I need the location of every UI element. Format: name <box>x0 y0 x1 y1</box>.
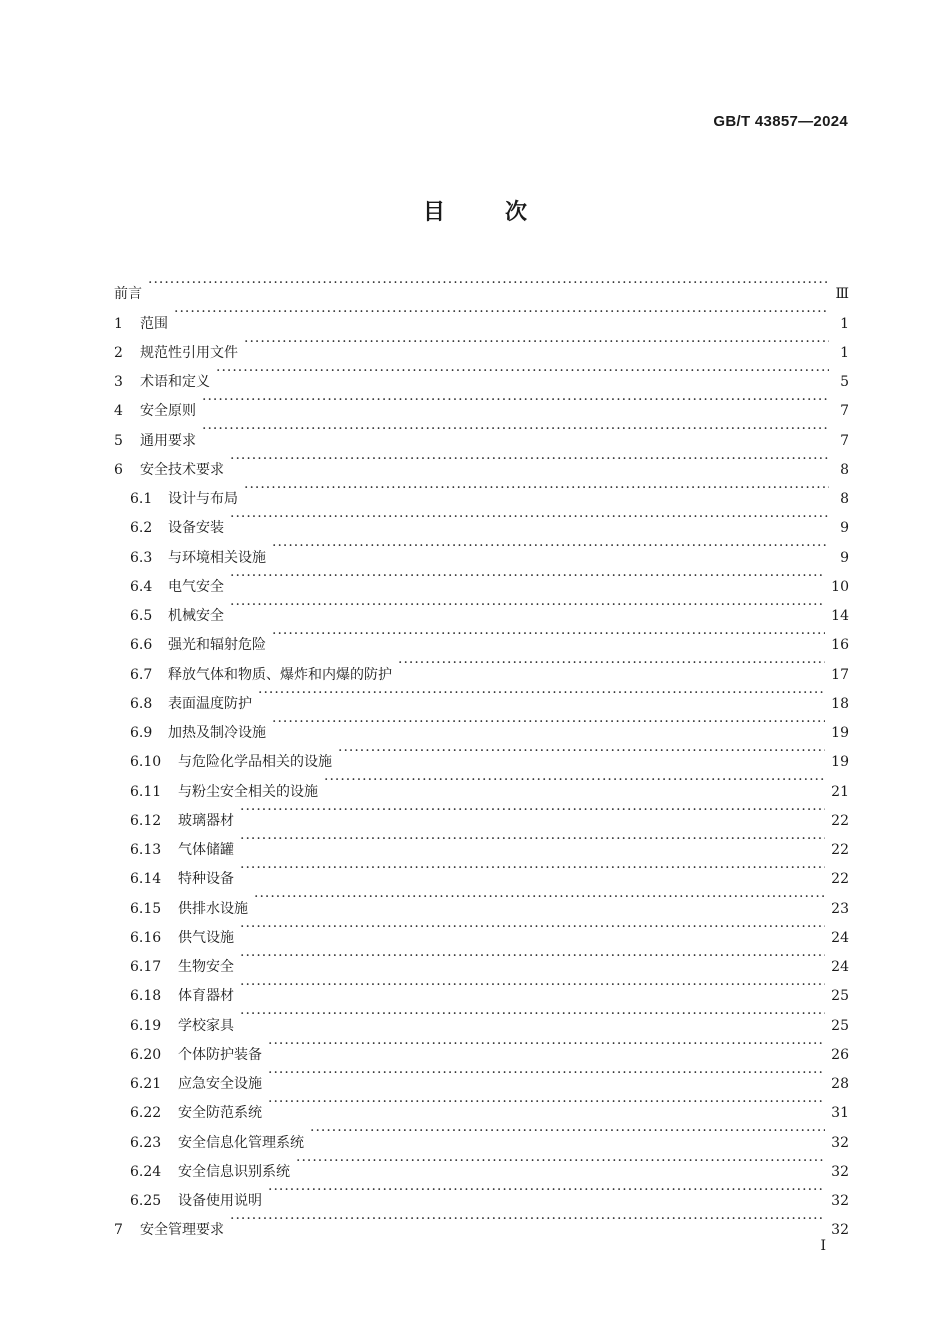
toc-entry-page: 17 <box>831 666 849 683</box>
toc-dot-leader <box>240 854 825 883</box>
toc-dot-leader <box>174 298 829 327</box>
toc-entry-page: 24 <box>831 959 849 975</box>
toc-entry-label: 安全原则 <box>140 403 196 420</box>
toc-dot-leader <box>272 532 829 561</box>
toc-entry-label: 机械安全 <box>168 608 224 624</box>
toc-entry-label: 设备安装 <box>168 520 224 537</box>
toc-entry-page: 16 <box>831 637 849 654</box>
toc-entry-label: 学校家具 <box>178 1017 234 1034</box>
toc-entry-number: 3 <box>114 374 123 390</box>
toc-entry-number: 6 <box>114 461 123 478</box>
toc-entry-label: 电气安全 <box>168 578 224 595</box>
toc-entry-number: 6.11 <box>130 783 162 800</box>
toc-dot-leader <box>296 1147 825 1176</box>
toc-entry-label: 表面温度防护 <box>168 695 252 712</box>
toc-entry-label: 玻璃器材 <box>178 812 234 829</box>
toc-entry-number: 6.5 <box>130 608 153 624</box>
toc-entry-number: 6.16 <box>130 929 162 946</box>
toc-entry-label: 通用要求 <box>140 432 196 449</box>
toc-entry-page: 32 <box>831 1134 849 1151</box>
toc-dot-leader <box>216 357 829 386</box>
toc-entry-number: 6.25 <box>130 1193 162 1209</box>
toc-entry-number: 6.17 <box>130 959 162 975</box>
toc-entry-label: 特种设备 <box>178 871 234 888</box>
toc-entry-label: 供气设施 <box>178 929 234 946</box>
toc-entry-page: 9 <box>840 549 849 566</box>
toc-entry-page: 8 <box>840 491 849 507</box>
toc-entry-page: 22 <box>831 871 849 888</box>
toc-entry-number: 6.1 <box>130 491 153 507</box>
toc-entry-number: 6.20 <box>130 1046 162 1063</box>
toc-entry-number: 7 <box>114 1222 123 1239</box>
toc-entry-page: 19 <box>831 754 849 771</box>
toc-entry-number: 6.23 <box>130 1134 162 1151</box>
toc-entry[interactable] <box>114 445 849 478</box>
toc-entry-number: 6.22 <box>130 1105 162 1122</box>
toc-entry-label: 安全防范系统 <box>178 1105 262 1122</box>
toc-entry-label: 设备使用说明 <box>178 1193 262 1209</box>
toc-entry-label: 个体防护装备 <box>178 1046 262 1063</box>
toc-entry-page: 7 <box>840 403 849 420</box>
toc-dot-leader <box>148 269 829 298</box>
toc-entry-label: 前言 <box>114 286 142 303</box>
toc-entry-label: 供排水设施 <box>178 900 248 917</box>
toc-dot-leader <box>338 737 825 766</box>
toc-dot-leader <box>268 1059 825 1088</box>
toc-dot-leader <box>254 883 825 912</box>
toc-entry-label: 与粉尘安全相关的设施 <box>178 783 318 800</box>
toc-entry-page: 25 <box>831 1017 849 1034</box>
toc-entry-page: 28 <box>831 1076 849 1092</box>
toc-entry[interactable] <box>114 298 849 332</box>
toc-entry-page: 14 <box>831 608 849 624</box>
toc-entry-page: 21 <box>831 783 849 800</box>
toc-dot-leader <box>240 825 825 854</box>
toc-entry-number: 6.3 <box>130 549 153 566</box>
toc-entry-label: 气体储罐 <box>178 842 234 858</box>
toc-entry-label: 释放气体和物质、爆炸和内爆的防护 <box>168 666 392 683</box>
toc-dot-leader <box>310 1117 825 1146</box>
toc-entry-number: 6.12 <box>130 812 162 829</box>
toc-entry-number: 6.24 <box>130 1163 162 1180</box>
toc-entry-label: 规范性引用文件 <box>140 344 238 361</box>
toc-entry-label: 生物安全 <box>178 959 234 975</box>
toc-entry-label: 术语和定义 <box>140 374 210 390</box>
toc-dot-leader <box>240 971 825 1000</box>
page-number: I <box>820 1238 826 1254</box>
toc-entry-number: 6.21 <box>130 1076 162 1092</box>
toc-dot-leader <box>324 766 825 795</box>
toc-title: 目次 <box>422 200 587 225</box>
toc-dot-leader <box>272 620 825 649</box>
toc-entry[interactable] <box>114 269 849 303</box>
toc-entry-label: 应急安全设施 <box>178 1076 262 1092</box>
toc-entry-number: 6.8 <box>130 695 153 712</box>
toc-dot-leader <box>268 1088 825 1117</box>
toc-entry-page: 26 <box>831 1046 849 1063</box>
toc-entry-page: 22 <box>831 842 849 858</box>
toc-dot-leader <box>258 679 825 708</box>
toc-dot-leader <box>202 386 829 415</box>
document-code: GB/T 43857—2024 <box>713 113 848 130</box>
toc-entry-page: 1 <box>840 315 849 332</box>
toc-dot-leader <box>202 415 829 444</box>
toc-entry-page: 32 <box>831 1163 849 1180</box>
toc-entry-page: 24 <box>831 929 849 946</box>
toc-entry-page: 18 <box>831 695 849 712</box>
toc-entry-label: 加热及制冷设施 <box>168 725 266 741</box>
toc-dot-leader <box>230 445 829 474</box>
toc-entry-label: 设计与布局 <box>168 491 238 507</box>
toc-entry-page: Ⅲ <box>835 286 849 303</box>
toc-entry-number: 5 <box>114 432 123 449</box>
toc-dot-leader <box>230 1205 825 1234</box>
toc-list <box>114 269 849 1239</box>
toc-entry-label: 安全管理要求 <box>140 1222 224 1239</box>
toc-entry-page: 1 <box>840 344 849 361</box>
toc-entry-label: 强光和辐射危险 <box>168 637 266 654</box>
toc-entry-number: 6.7 <box>130 666 153 683</box>
toc-entry-label: 安全信息识别系统 <box>178 1163 290 1180</box>
toc-dot-leader <box>230 503 829 532</box>
toc-entry-number: 6.13 <box>130 842 162 858</box>
toc-entry-number: 6.4 <box>130 578 153 595</box>
toc-entry-label: 安全技术要求 <box>140 461 224 478</box>
toc-entry-number: 6.2 <box>130 520 153 537</box>
toc-entry[interactable] <box>114 328 849 361</box>
toc-entry[interactable] <box>114 357 849 390</box>
toc-entry-number: 6.10 <box>130 754 162 771</box>
toc-entry-page: 25 <box>831 988 849 1005</box>
toc-entry-label: 与危险化学品相关的设施 <box>178 754 332 771</box>
toc-entry-page: 23 <box>831 900 849 917</box>
toc-entry-page: 32 <box>831 1193 849 1209</box>
toc-dot-leader <box>244 474 829 503</box>
toc-dot-leader <box>244 328 829 357</box>
toc-entry[interactable] <box>114 386 849 420</box>
toc-dot-leader <box>268 1176 825 1205</box>
toc-entry-page: 22 <box>831 812 849 829</box>
toc-entry-number: 6.6 <box>130 637 153 654</box>
toc-entry-page: 5 <box>840 374 849 390</box>
toc-entry-number: 4 <box>114 403 123 420</box>
toc-dot-leader <box>240 942 825 971</box>
toc-dot-leader <box>230 562 825 591</box>
toc-entry-label: 范围 <box>140 315 168 332</box>
toc-entry[interactable] <box>114 415 849 449</box>
toc-entry-number: 6.14 <box>130 871 162 888</box>
toc-entry-page: 7 <box>840 432 849 449</box>
toc-entry-page: 9 <box>840 520 849 537</box>
toc-entry-page: 8 <box>840 461 849 478</box>
toc-entry-page: 31 <box>831 1105 849 1122</box>
toc-dot-leader <box>268 1030 825 1059</box>
toc-entry-label: 与环境相关设施 <box>168 549 266 566</box>
toc-entry-page: 10 <box>831 578 849 595</box>
toc-entry-number: 6.9 <box>130 725 153 741</box>
toc-dot-leader <box>230 591 825 620</box>
toc-entry-label: 安全信息化管理系统 <box>178 1134 304 1151</box>
toc-entry-number: 6.19 <box>130 1017 162 1034</box>
toc-entry-number: 6.15 <box>130 900 162 917</box>
toc-entry-page: 32 <box>831 1222 849 1239</box>
toc-entry-label: 体育器材 <box>178 988 234 1005</box>
toc-dot-leader <box>240 1000 825 1029</box>
toc-entry-page: 19 <box>831 725 849 741</box>
toc-dot-leader <box>240 796 825 825</box>
toc-entry-number: 1 <box>114 315 123 332</box>
toc-dot-leader <box>272 708 825 737</box>
toc-dot-leader <box>398 649 825 678</box>
toc-entry-number: 6.18 <box>130 988 162 1005</box>
toc-entry-number: 2 <box>114 344 123 361</box>
toc-dot-leader <box>240 913 825 942</box>
